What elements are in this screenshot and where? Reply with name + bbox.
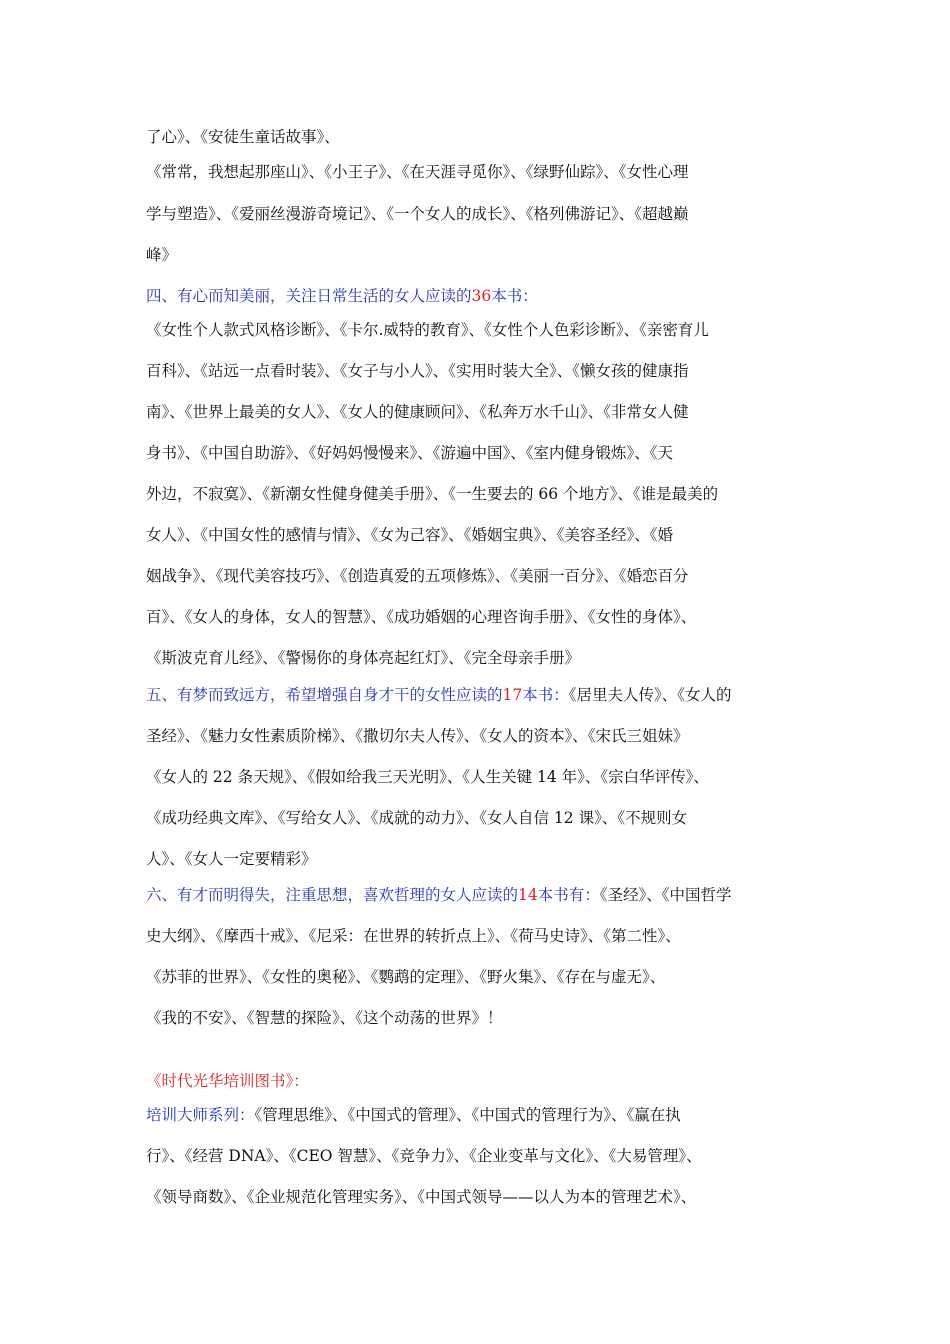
text-line: 人》、《女人一定要精彩》 <box>146 850 317 868</box>
text-line: 百》、《女人的身体，女人的智慧》、《成功婚姻的心理咨询手册》、《女性的身体》、 <box>146 608 697 626</box>
text-line: 《我的不安》、《智慧的探险》、《这个动荡的世界》！ <box>146 1009 503 1027</box>
series-line <box>146 1104 812 1126</box>
text-line: 百科》、《站远一点看时装》、《女子与小人》、《实用时装大全》、《懒女孩的健康指 <box>146 362 689 380</box>
book-list-text: 《居里夫人传》、《女人的 <box>568 686 732 704</box>
section-heading-text: 六、有才而明得失，注重思想，喜欢哲理的女人应读的 <box>146 886 519 904</box>
text-line: 峰》 <box>146 246 178 264</box>
publisher-title: 《时代光华培训图书》： <box>146 1072 309 1090</box>
section-heading-text: 本书： <box>522 686 569 704</box>
section-heading-text: 五、有梦而致远方，希望增强自身才干的女性应读的 <box>146 686 503 704</box>
text-line: 姻战争》、《现代美容技巧》、《创造真爱的五项修炼》、《美丽一百分》、《婚恋百分 <box>146 567 689 585</box>
book-count: 36 <box>471 287 492 305</box>
section-6-heading <box>146 884 812 906</box>
book-list-text: 《管理思维》、《中国式的管理》、《中国式的管理行为》、《赢在执 <box>254 1106 681 1124</box>
text-line: 行》、《经营 DNA》、《CEO 智慧》、《竞争力》、《企业变革与文化》、《大易管理》、 <box>146 1147 702 1165</box>
text-line: 了心》、《安徒生童话故事》、 <box>146 128 340 146</box>
section-5-heading <box>146 684 812 706</box>
text-line: 学与塑造》、《爱丽丝漫游奇境记》、《一个女人的成长》、《格列佛游记》、《超越巅 <box>146 205 689 223</box>
section-heading-text: 本书： <box>491 287 538 305</box>
text-line: 外边，不寂寞》、《新潮女性健身健美手册》、《一生要去的 66 个地方》、《谁是最美的 <box>146 485 719 503</box>
text-line: 《常常，我想起那座山》、《小王子》、《在天涯寻觅你》、《绿野仙踪》、《女性心理 <box>146 163 689 181</box>
text-line: 女人》、《中国女性的感情与情》、《女为己容》、《婚姻宝典》、《美容圣经》、《婚 <box>146 526 674 544</box>
book-list-text: 《圣经》、《中国哲学 <box>599 886 732 904</box>
text-line: 史大纲》、《摩西十戒》、《尼采：在世界的转折点上》、《荷马史诗》、《第二性》、 <box>146 927 681 945</box>
text-line: 《女人的 22 条天规》、《假如给我三天光明》、《人生关键 14 年》、《宗白华评传》、 <box>146 768 709 786</box>
book-count: 17 <box>502 686 523 704</box>
text-line: 身书》、《中国自助游》、《好妈妈慢慢来》、《游遍中国》、《室内健身锻炼》、《天 <box>146 444 674 462</box>
book-count: 14 <box>518 886 538 904</box>
text-line: 南》、《世界上最美的女人》、《女人的健康顾问》、《私奔万水千山》、《非常女人健 <box>146 403 689 421</box>
text-line: 《成功经典文库》、《写给女人》、《成就的动力》、《女人自信 12 课》、《不规则女 <box>146 809 688 827</box>
section-4-heading <box>146 285 812 307</box>
text-line: 《斯波克育儿经》、《警惕你的身体亮起红灯》、《完全母亲手册》 <box>146 649 581 667</box>
section-heading-text: 四、有心而知美丽，关注日常生活的女人应读的 <box>146 287 472 305</box>
text-line: 圣经》、《魅力女性素质阶梯》、《撒切尔夫人传》、《女人的资本》、《宋氏三姐妹》 <box>146 727 689 745</box>
section-heading-text: 本书有： <box>537 886 600 904</box>
series-label: 培训大师系列： <box>146 1106 255 1124</box>
text-line: 《领导商数》、《企业规范化管理实务》、《中国式领导——以人为本的管理艺术》、 <box>146 1188 697 1206</box>
text-line: 《女性个人款式风格诊断》、《卡尔.威特的教育》、《女性个人色彩诊断》、《亲密育儿 <box>146 321 709 339</box>
text-line: 《苏菲的世界》、《女性的奥秘》、《鹦鹉的定理》、《野火集》、《存在与虚无》、 <box>146 968 666 986</box>
